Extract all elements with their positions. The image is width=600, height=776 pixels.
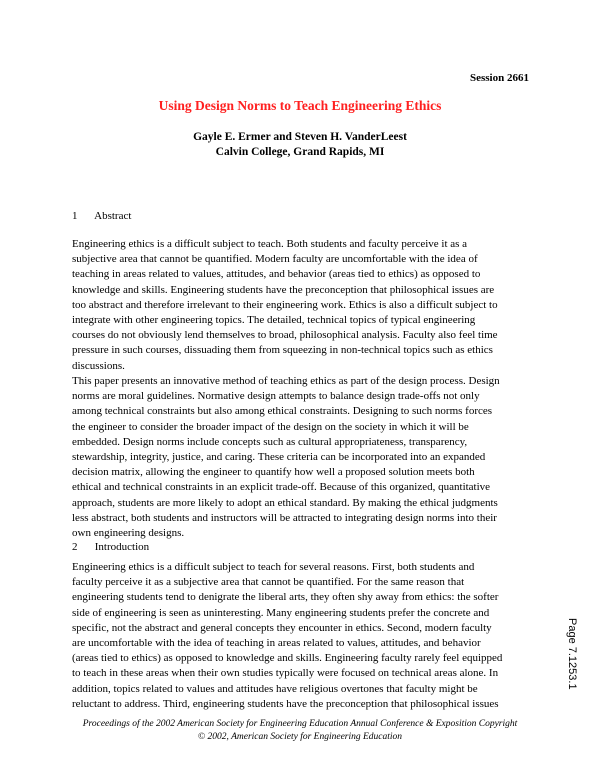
text-line: embedded. Design norms include concepts such as cultural appropriateness, transparency, (72, 435, 468, 448)
text-line: knowledge and skills. Engineering students have the preconception that philosophical issues are (72, 283, 495, 296)
text-line: integrate with other engineering topics. The detailed, technical topics of typical engineering (72, 314, 476, 327)
text-line: norms are moral guidelines. Normative design attempts to balance design trade-offs not only (72, 390, 480, 403)
footer-proceedings: Proceedings of the 2002 American Society for Engineering Education Annual Conference & Exposition Copyright (82, 719, 518, 729)
section-heading-abstract (72, 210, 131, 222)
section-heading-introduction (72, 541, 149, 553)
page-footer (0, 718, 600, 744)
text-line: to teach in these areas when their own studies typically were focused on technical areas alone. In (72, 667, 499, 680)
text-line: specific, not the abstract and general concepts they encounter in ethics. Second, modern faculty (72, 621, 492, 634)
author-names: Gayle E. Ermer and Steven H. VanderLeest (193, 131, 407, 143)
section-title: Abstract (94, 210, 132, 222)
text-line: own engineering designs. (72, 527, 185, 540)
text-line: engineering students tend to denigrate the liberal arts, they often shy away from ethics: the softer (72, 591, 499, 604)
text-line: Engineering ethics is a difficult subject to teach for several reasons. First, both students and (72, 561, 475, 573)
text-line: reluctant to address. Third, engineering students have the preconception that philosophical issues (72, 697, 499, 710)
text-line: stewardship, integrity, justice, and caring. These criteria can be incorporated into an expanded (72, 451, 486, 464)
text-line: among technical constraints but also among ethical constraints. Designing to such norms forces (72, 405, 493, 418)
session-number: Session 2661 (470, 72, 529, 84)
page-side-label: Page 7.1253.1 (566, 618, 578, 690)
paper-title: Using Design Norms to Teach Engineering Ethics (158, 98, 442, 113)
author-block (0, 130, 600, 160)
abstract-paragraph-1 (72, 237, 534, 374)
text-line: This paper presents an innovative method of teaching ethics as part of the design process. Design (72, 375, 500, 387)
footer-copyright: © 2002, American Society for Engineering Education (197, 732, 403, 742)
text-line: Engineering ethics is a difficult subject to teach. Both students and faculty perceive it as a (72, 238, 468, 250)
section-title: Introduction (94, 541, 150, 553)
text-line: decision matrix, allowing the engineer to quantify how well a proposed solution meets both (72, 466, 475, 479)
text-line: teaching in areas related to values, attitudes, and behavior (areas tied to ethics) as opposed to (72, 268, 481, 281)
text-line: addition, topics related to values and attitudes have religious overtones that faculty might be (72, 682, 478, 695)
text-line: faculty perceive it as a subjective area that cannot be quantified. For the same reason that (72, 576, 465, 589)
introduction-paragraph-1 (72, 560, 534, 712)
text-line: subjective area that cannot be quantified. Modern faculty are uncomfortable with the idea of (72, 253, 478, 266)
text-line: approach, students are more likely to adopt an ethical standard. By making the ethical judgments (72, 496, 498, 509)
text-line: side of engineering is seen as uninteresting. Many engineering students prefer the concrete and (72, 606, 490, 619)
text-line: are uncomfortable with the idea of teaching in areas related to values, attitudes, and behavior (72, 637, 481, 650)
text-line: the engineer to consider the broader impact of the design on the society in which it will be (72, 420, 469, 433)
text-line: less abstract, both students and instructors will be attracted to integrating design norms into their (72, 511, 497, 524)
author-affiliation: Calvin College, Grand Rapids, MI (215, 146, 385, 158)
text-line: courses do not obviously lend themselves to broad, philosophical analysis. Faculty also feel time (72, 329, 498, 342)
section-number: 2 (72, 541, 78, 553)
text-line: ethical and technical constraints in an explicit trade-off. Because of this organized, quantitative (72, 481, 491, 494)
text-line: discussions. (72, 359, 125, 372)
text-line: (areas tied to ethics) as opposed to knowledge and skills. Engineering faculty rarely feel equipped (72, 652, 503, 665)
text-line: pressure in such courses, dissuading them from squeezing in non-technical topics such as ethics (72, 344, 493, 357)
text-line: too abstract and therefore irrelevant to their engineering work. Ethics is also a difficult subject to (72, 298, 498, 311)
section-number: 1 (72, 210, 78, 222)
abstract-paragraph-2 (72, 374, 534, 541)
